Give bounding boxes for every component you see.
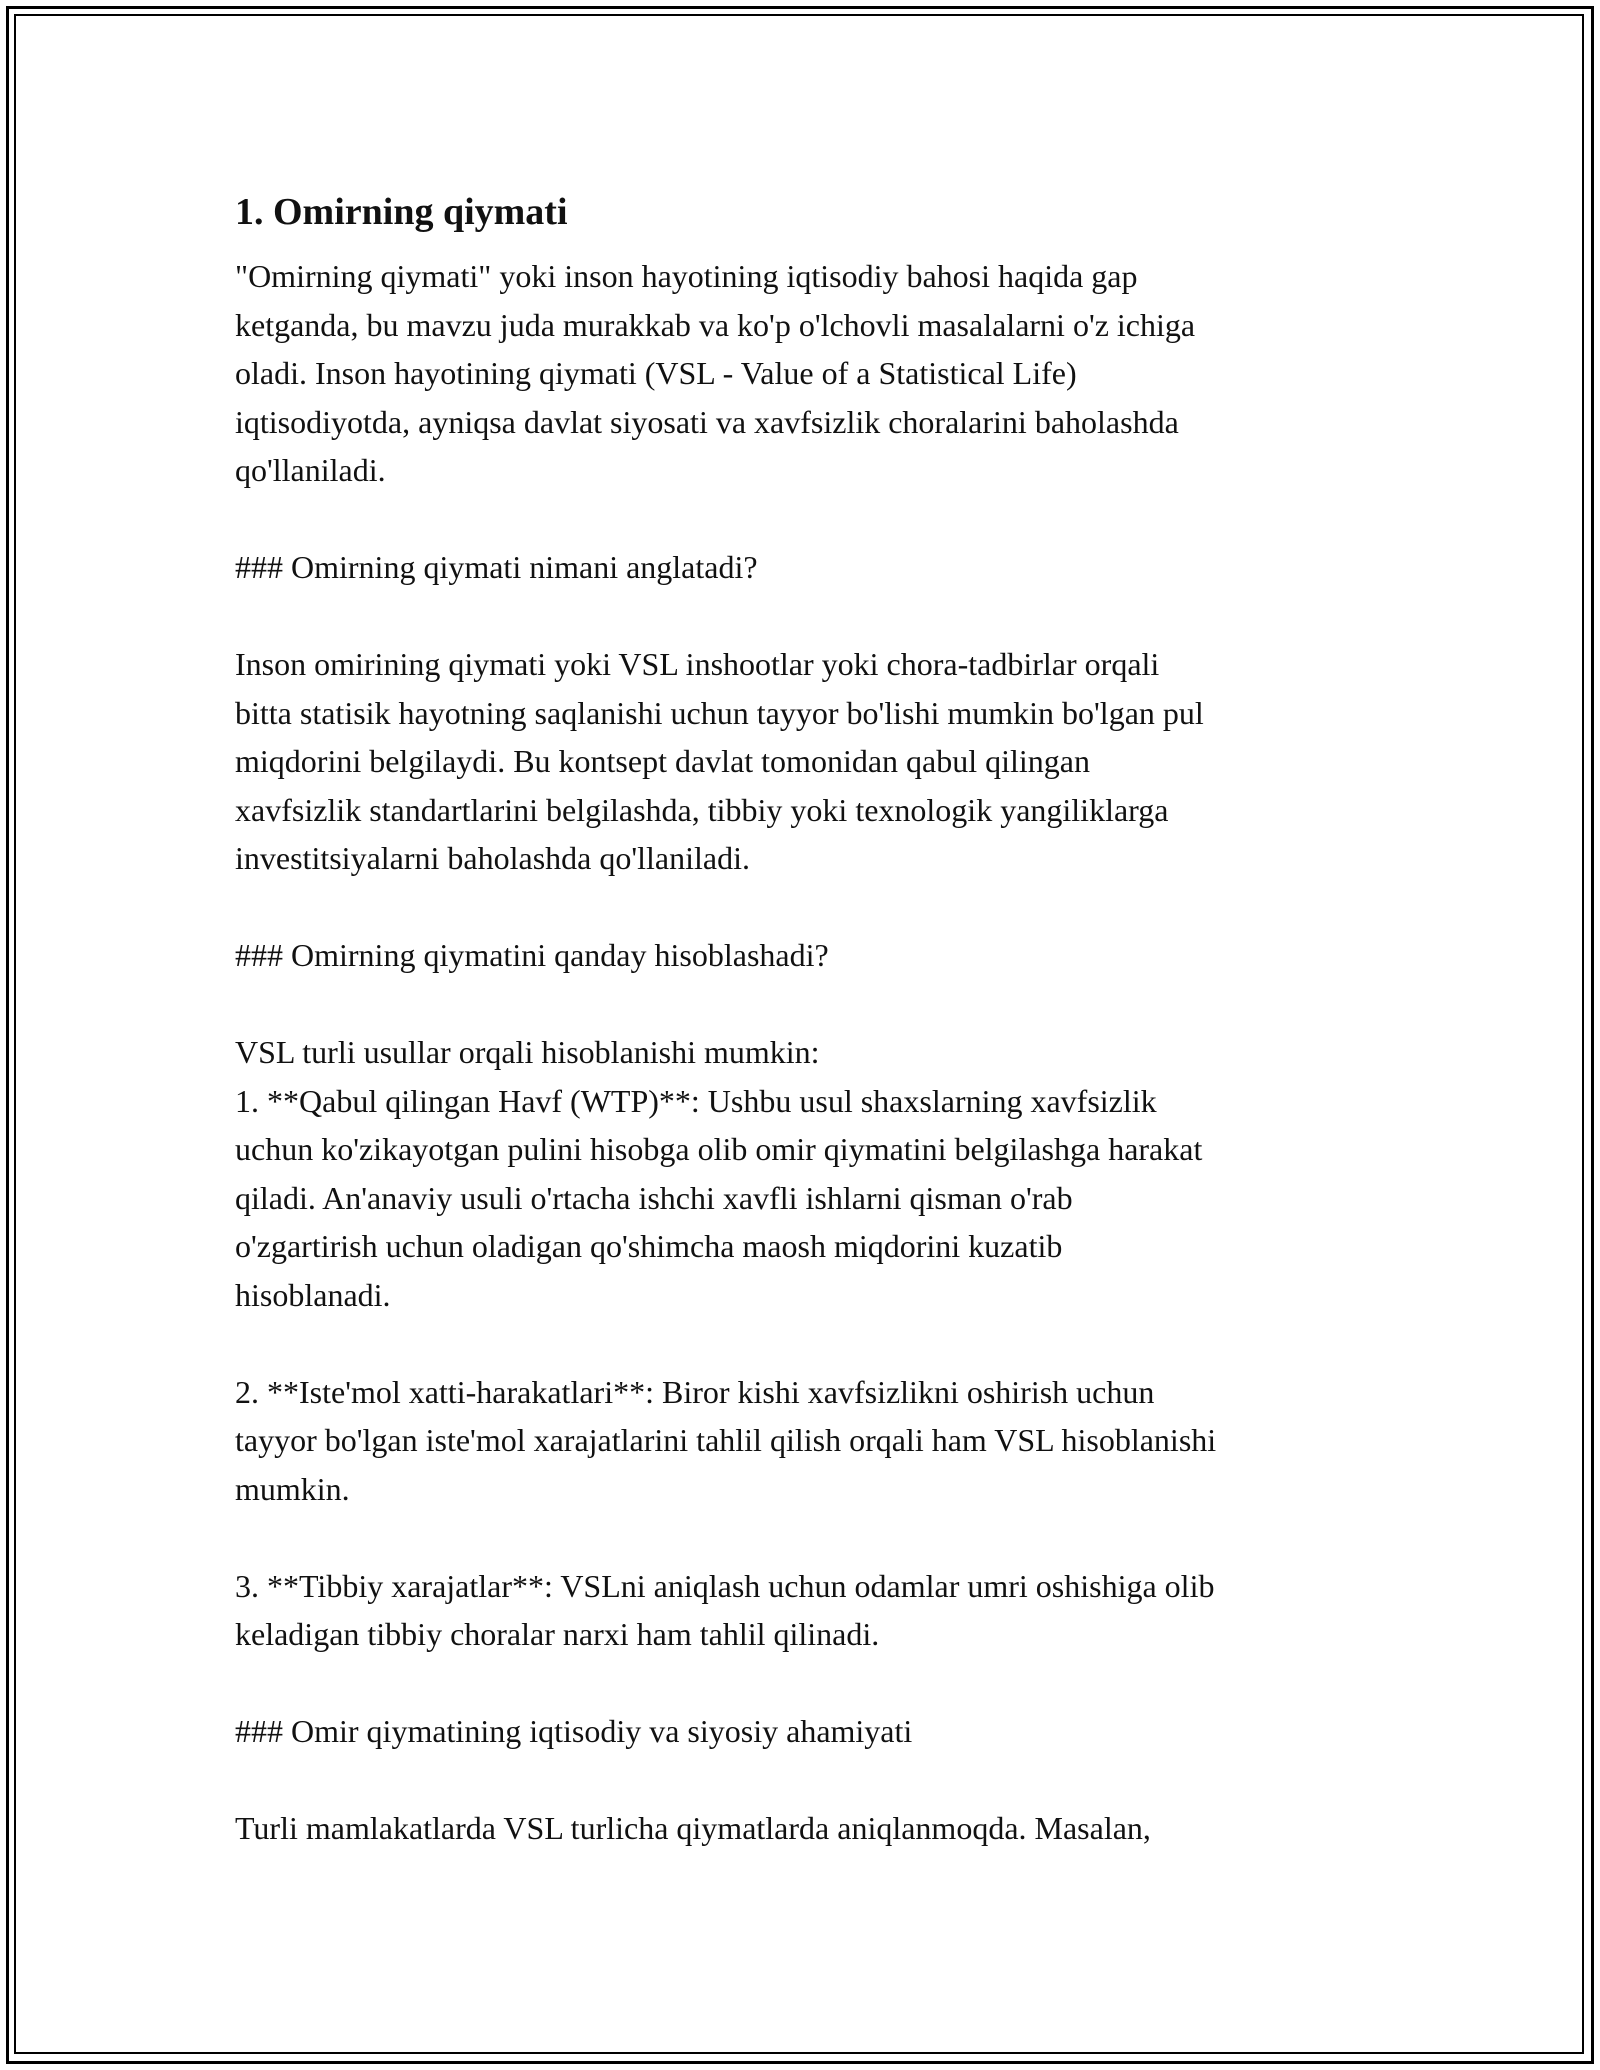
- text-line: mumkin.: [235, 1470, 350, 1507]
- paragraph-spacer: [235, 495, 1375, 544]
- text-line: oladi. Inson hayotining qiymati (VSL - Value of a Statistical Life): [235, 355, 1077, 391]
- document-page: [235, 186, 1375, 1853]
- text-line: keladigan tibbiy choralar narxi ham tahlil qilinadi.: [235, 1616, 880, 1652]
- document-body: [235, 252, 1375, 1853]
- paragraph: [235, 1028, 1375, 1319]
- paragraph-spacer: [235, 592, 1375, 641]
- paragraph-spacer: [235, 1319, 1375, 1368]
- text-line: uchun ko'zikayotgan pulini hisobga olib omir qiymatini belgilashga harakat: [235, 1131, 1203, 1167]
- text-line: 3. **Tibbiy xarajatlar**: VSLni aniqlash uchun odamlar umri oshishiga olib: [235, 1567, 1215, 1604]
- text-line: ketganda, bu mavzu juda murakkab va ko'p o'lchovli masalalarni o'z ichiga: [235, 306, 1196, 343]
- text-line: ### Omir qiymatining iqtisodiy va siyosiy ahamiyati: [235, 1713, 913, 1749]
- paragraph-spacer: [235, 883, 1375, 932]
- text-line: hisoblanadi.: [235, 1276, 391, 1313]
- text-line: bitta statisik hayotning saqlanishi uchun tayyor bo'lishi mumkin bo'lgan pul: [235, 694, 1204, 731]
- text-line: 2. **Iste'mol xatti-harakatlari**: Biror kishi xavfsizlikni oshirish uchun: [235, 1373, 1155, 1410]
- text-line: qo'llaniladi.: [235, 452, 386, 488]
- section-heading: [235, 931, 1375, 980]
- text-line: xavfsizlik standartlarini belgilashda, tibbiy yoki texnologik yangiliklarga: [235, 791, 1169, 828]
- text-line: investitsiyalarni baholashda qo'llaniladi.: [235, 840, 750, 876]
- paragraph: [235, 1368, 1375, 1514]
- text-line: ### Omirning qiymatini qanday hisoblashadi?: [235, 937, 829, 973]
- paragraph: [235, 252, 1375, 495]
- paragraph: [235, 640, 1375, 883]
- paragraph: [235, 1562, 1375, 1659]
- text-line: iqtisodiyotda, ayniqsa davlat siyosati va xavfsizlik choralarini baholashda: [235, 403, 1179, 440]
- document-title: 1. Omirning qiymati: [235, 191, 568, 233]
- paragraph-spacer: [235, 1513, 1375, 1562]
- text-line: miqdorini belgilaydi. Bu kontsept davlat tomonidan qabul qilingan: [235, 743, 1090, 779]
- text-line: VSL turli usullar orqali hisoblanishi mumkin:: [235, 1034, 820, 1070]
- text-line: o'zgartirish uchun oladigan qo'shimcha maosh miqdorini kuzatib: [235, 1228, 1063, 1264]
- paragraph-spacer: [235, 1659, 1375, 1708]
- text-line: "Omirning qiymati" yoki inson hayotining iqtisodiy bahosi haqida gap: [235, 258, 1138, 294]
- paragraph-spacer: [235, 980, 1375, 1029]
- section-heading: [235, 1707, 1375, 1756]
- text-line: qiladi. An'anaviy usuli o'rtacha ishchi xavfli ishlarni qisman o'rab: [235, 1179, 1073, 1216]
- text-line: 1. **Qabul qilingan Havf (WTP)**: Ushbu usul shaxslarning xavfsizlik: [235, 1082, 1157, 1119]
- paragraph-spacer: [235, 1756, 1375, 1805]
- text-line: Inson omirining qiymati yoki VSL inshootlar yoki chora-tadbirlar orqali: [235, 646, 1160, 682]
- text-line: Turli mamlakatlarda VSL turlicha qiymatlarda aniqlanmoqda. Masalan,: [235, 1810, 1151, 1846]
- text-line: ### Omirning qiymati nimani anglatadi?: [235, 549, 758, 585]
- paragraph: [235, 1804, 1375, 1853]
- text-line: tayyor bo'lgan iste'mol xarajatlarini tahlil qilish orqali ham VSL hisoblanishi: [235, 1422, 1217, 1458]
- section-heading: [235, 543, 1375, 592]
